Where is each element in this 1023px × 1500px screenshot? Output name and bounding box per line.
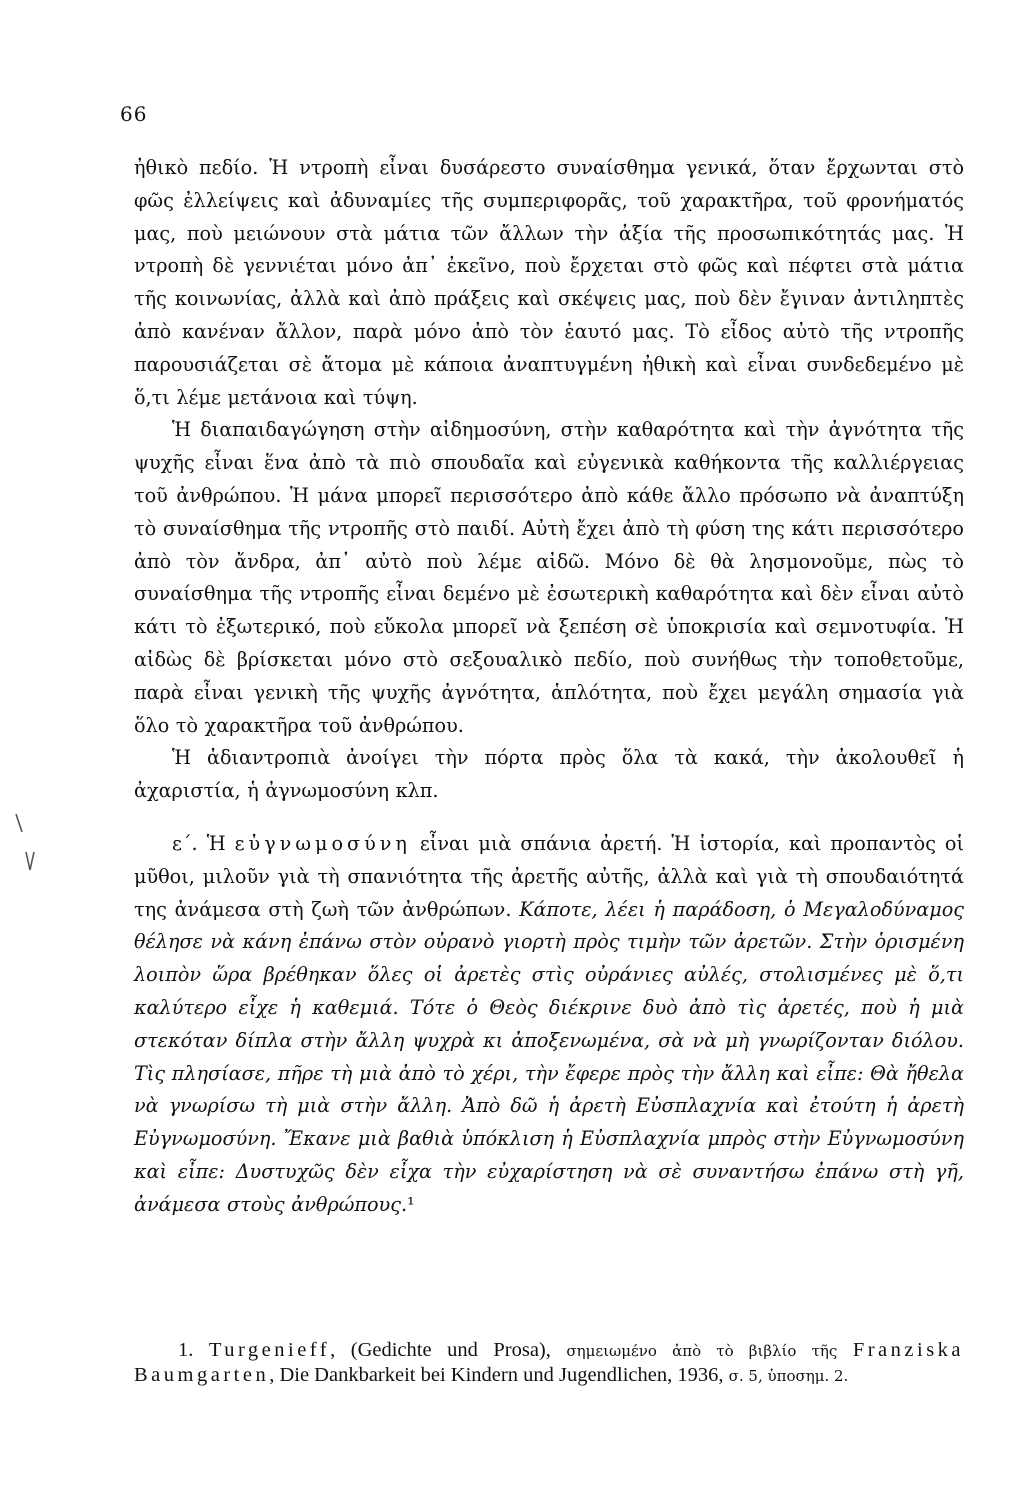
footnote-reference: ¹	[407, 1192, 415, 1216]
footnote-note: σημειωμένο ἀπὸ τὸ βιβλίο τῆς	[566, 1342, 838, 1360]
main-text	[134, 152, 964, 1222]
footnote-number: 1.	[178, 1339, 194, 1361]
story-text: Κάποτε, λέει ἡ παράδοση, ὁ Μεγαλοδύναμος θέλησε νὰ κάνη ἐπάνω στὸν οὐρανὸ γιορτὴ πρὸς τιμὴν τῶν ἀρετῶν. Στὴν ὁρισμένη λοιπὸν ὥρα βρέθηκαν ὅλες οἱ ἀρετὲς στὶς οὐράνιες αὐλές, στολισμένες μὲ ὅ,τι καλύτερο εἶχε ἡ καθεμιά. Τότε ὁ Θεὸς διέκρινε δυὸ ἀπὸ τὶς ἀρετές, ποὺ ἡ μιὰ στεκόταν δίπλα στὴν ἄλλη ψυχρὰ κι ἀποξενωμένα, σὰ νὰ μὴ γνωρίζονταν διόλου. Τὶς πλησίασε, πῆρε τὴ μιὰ ἀπὸ τὸ χέρι, τὴν ἔφερε πρὸς τὴν ἄλλη καὶ εἶπε: Θὰ ἤθελα νὰ γνωρίσω τὴ μιὰ στὴν ἄλλη. Ἀπὸ δῶ ἡ ἀρετὴ Εὐσπλαχνία καὶ ἐτούτη ἡ ἀρετὴ Εὐγνωμοσύνη. Ἔκανε μιὰ βαθιὰ ὑπόκλιση ἡ Εὐσπλαχνία μπρὸς στὴν Εὐγνωμοσύνη καὶ εἶπε: Δυστυχῶς δὲν εἶχα τὴν εὐχαρίστηση νὰ σὲ συναντήσω ἐπάνω στὴ γῆ, ἀνάμεσα στοὺς ἀνθρώπους.	[134, 897, 964, 1216]
footnote	[134, 1338, 964, 1388]
section-label: ε΄.	[172, 831, 198, 855]
section-text: εἶναι μιὰ σπάνια ἀρετή. Ἡ ἱστορία, καὶ προπαντὸς οἱ μῦθοι, μιλοῦν γιὰ τὴ σπανιότητα τῆς ἀρετῆς αὐτῆς, ἀλλὰ καὶ γιὰ τὴ σπουδαιότητά της ἀνάμεσα στὴ ζωὴ τῶν ἀνθρώπων.	[134, 831, 964, 921]
section-heading: Ἡ	[206, 831, 226, 855]
footnote-editor: Franziska Baumgarten	[134, 1339, 965, 1386]
pencil-check-mark-icon	[14, 812, 44, 872]
page-number: 66	[120, 102, 148, 126]
section-term: εὐγνωμοσύνη	[234, 831, 411, 855]
footnote-title: , Die Dankbarkeit bei Kindern und Jugendlichen, 1936,	[269, 1364, 724, 1386]
paragraph-1: ἠθικὸ πεδίο. Ἡ ντροπὴ εἶναι δυσάρεστο συναίσθημα γενικά, ὅταν ἔρχωνται στὸ φῶς ἐλλείψεις καὶ ἀδυναμίες τῆς συμπεριφορᾶς, τοῦ χαρακτῆρα, τοῦ φρονήματός μας, ποὺ μειώνουν στὰ μάτια τῶν ἄλλων τὴν ἀξία τῆς προσωπικότητάς μας. Ἡ ντροπὴ δὲ γεννιέται μόνο ἀπ᾿ ἐκεῖνο, ποὺ ἔρχεται στὸ φῶς καὶ πέφτει στὰ μάτια τῆς κοινωνίας, ἀλλὰ καὶ ἀπὸ πράξεις καὶ σκέψεις μας, ποὺ δὲν ἔγιναν ἀντιληπτὲς ἀπὸ κανέναν ἄλλον, παρὰ μόνο ἀπὸ τὸν ἑαυτό μας. Τὸ εἶδος αὐτὸ τῆς ντροπῆς παρουσιάζεται σὲ ἄτομα μὲ κάποια ἀναπτυγμένη ἠθικὴ καὶ εἶναι συνδεδεμένο μὲ ὅ,τι λέμε μετάνοια καὶ τύψη.	[134, 156, 964, 409]
paragraph-2: Ἡ διαπαιδαγώγηση στὴν αἰδημοσύνη, στὴν καθαρότητα καὶ τὴν ἀγνότητα τῆς ψυχῆς εἶναι ἕνα ἀπὸ τὰ πιὸ σπουδαῖα καὶ εὐγενικὰ καθήκοντα τῆς καλλιέργειας τοῦ ἀνθρώπου. Ἡ μάνα μπορεῖ περισσότερο ἀπὸ κάθε ἄλλο πρόσωπο νὰ ἀναπτύξη τὸ συναίσθημα τῆς ντροπῆς στὸ παιδί. Αὐτὴ ἔχει ἀπὸ τὴ φύση της κάτι περισσότερο ἀπὸ τὸν ἄνδρα, ἀπ᾿ αὐτὸ ποὺ λέμε αἰδῶ. Μόνο δὲ θὰ λησμονοῦμε, πὼς τὸ συναίσθημα τῆς ντροπῆς εἶναι δεμένο μὲ ἐσωτερικὴ καθαρότητα καὶ δὲν εἶναι αὐτὸ κάτι τὸ ἐξωτερικό, ποὺ εὔκολα μπορεῖ νὰ ξεπέση σὲ ὑποκρισία καὶ σεμνοτυφία. Ἡ αἰδὼς δὲ βρίσκεται μόνο στὸ σεξουαλικὸ πεδίο, ποὺ συνήθως τὴν τοποθετοῦμε, παρὰ εἶναι γενικὴ τῆς ψυχῆς ἀγνότητα, ἁπλότητα, ποὺ ἔχει μεγάλη σημασία γιὰ ὅλο τὸ χαρακτῆρα τοῦ ἀνθρώπου.	[134, 418, 964, 737]
footnote-author: Turgenieff	[208, 1339, 331, 1361]
paragraph-3: Ἡ ἀδιαντροπιὰ ἀνοίγει τὴν πόρτα πρὸς ὅλα τὰ κακά, τὴν ἀκολουθεῖ ἡ ἀχαριστία, ἡ ἀγνωμοσύνη κλπ.	[134, 746, 964, 803]
section-paragraph	[134, 828, 964, 1222]
footnote-page-ref: σ. 5, ὑποσημ. 2.	[728, 1367, 849, 1385]
footnote-source: , (Gedichte und Prosa),	[330, 1339, 551, 1361]
